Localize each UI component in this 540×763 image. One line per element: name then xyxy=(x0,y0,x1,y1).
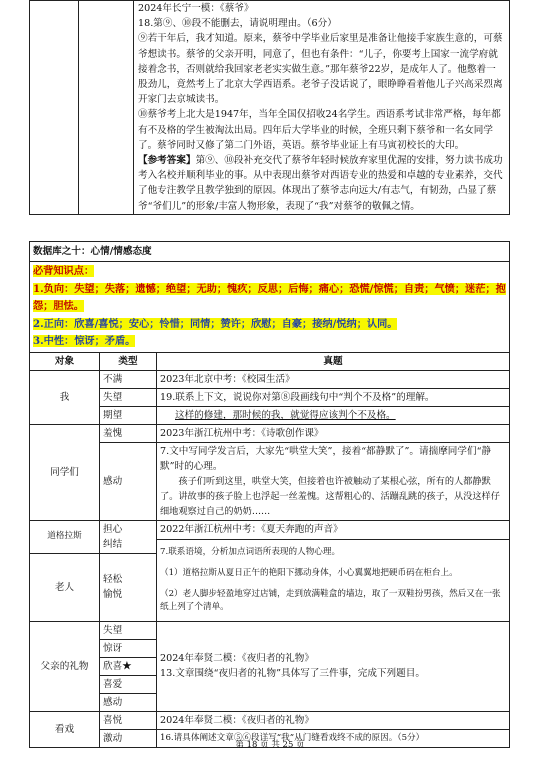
must-know-label: 必背知识点： xyxy=(33,265,95,277)
positive-label: 2.正向： xyxy=(33,317,75,330)
type-cell xyxy=(100,553,157,621)
question-cell xyxy=(157,621,510,711)
type-cell: 喜悦 xyxy=(100,711,157,729)
type-cell: 期望 xyxy=(100,406,157,424)
negative-label: 1.负向： xyxy=(33,282,75,295)
question-text: 18.第⑨、⑩段不能删去，请说明理由。（6分） xyxy=(138,18,337,30)
neutral-label: 3.中性： xyxy=(33,335,75,347)
question-cell: 19.联系上下文，说说你对第⑧段画线句中“判个不及格”的理解。 xyxy=(157,388,510,406)
item-1: （1）道格拉斯从夏日正午的艳阳下挪动身体，小心翼翼地把硬币码在柜台上。 xyxy=(160,567,458,578)
type-cell: 惊讶 xyxy=(100,639,157,657)
question-text: 7.文中写同学发言后，大家先“哄堂大笑”，接着“都静默了”。请揣摩同学们“静默”时的心理。 xyxy=(160,445,492,472)
type-label: 轻松 xyxy=(103,574,123,585)
object-laoren: 老人 xyxy=(30,553,100,621)
type-cell: 欣喜★ xyxy=(100,657,157,675)
source-title: 2022年浙江杭州中考：《夏天奔跑的声音》 xyxy=(160,523,343,535)
type-cell: 失望 xyxy=(100,621,157,639)
type-label: 担心 xyxy=(103,523,123,535)
page-footer: 第 18 页 共 25 页 xyxy=(235,740,305,750)
answer-text: 第⑨、⑩段补充交代了蔡爷年轻时候放弃家里优渥的安排，努力读书成功考入名校并顺利毕业的事。从中表现出蔡爷对西语专业的热爱和卓越的专业素养，交代了他专注教学且教学独到的原因。体现出了蔡爷志向远大/有志气，有韧劲，凸显了蔡爷“爷们儿”的形象/丰富人物形象，表现了“我”对蔡爷的敬佩之情。 xyxy=(138,155,503,212)
quote-text: 孩子们听到这里，哄堂大笑，但接着也许被触动了某根心弦，所有的人都静默了。讲故事的孩子脸上也浮起一丝羞愧。这帮粗心的、活蹦乱跳的孩子，从没这样仔细地观察过自己的奶奶…… xyxy=(160,475,500,517)
underlined-sentence: 这样的修建，那时候的我，就觉得应该判个不及格。 xyxy=(175,409,396,421)
underlined-sentence-cell xyxy=(157,406,510,424)
question-cell xyxy=(157,442,510,520)
empty-cell xyxy=(30,1,79,215)
question-text: 7.联系语境，分析加点词语所表现的人物心理。 xyxy=(157,539,509,559)
type-cell: 激动 xyxy=(100,729,157,747)
header-object: 对象 xyxy=(30,352,100,370)
question-table-top xyxy=(29,0,510,215)
empty-cell xyxy=(79,1,134,215)
question-cell: 16.请具体阐述文章⑤⑥段详写“我”从门缝看戏终不成的原因。（5分） xyxy=(157,729,510,747)
type-cell: 感动 xyxy=(100,442,157,520)
header-type: 类型 xyxy=(100,352,157,370)
source-title: 2024年长宁一模：《蔡爷》 xyxy=(138,3,254,14)
object-wo: 我 xyxy=(30,370,100,424)
type-cell: 不满 xyxy=(100,370,157,388)
database-title: 数据库之十：心情/情感态度 xyxy=(30,242,510,262)
answer-tag: 【参考答案】 xyxy=(138,155,196,167)
header-question: 真题 xyxy=(157,352,510,370)
source-cell: 2023年北京中考：《校园生活》 xyxy=(157,370,510,388)
object-kanxi: 看戏 xyxy=(30,711,100,747)
type-label: 纠结 xyxy=(103,538,123,550)
question-text: 13.文章围绕“夜归者的礼物”具体写了三件事，完成下列题目。 xyxy=(160,668,425,679)
paragraph-10: ⑩蔡爷考上北大是1947年，当年全国仅招收24名学生。西语系考试非常严格，每年都有不及格的学生被淘汰出局。四年后大学毕业的时候，全班只剩下蔡爷和一名女同学了。蔡爷同时又修了第二门外语，英语。蔡爷毕业证上有马寅初校长的大印。 xyxy=(138,109,501,151)
item-2: （2）老人脚步轻盈地穿过店铺，走到放满鞋盒的墙边，取了一双鞋扮男孩，然后又在一张纸上列了个清单。 xyxy=(160,588,501,612)
database-table xyxy=(29,241,510,748)
type-cell: 感动 xyxy=(100,693,157,711)
type-cell xyxy=(100,520,157,553)
question-cell xyxy=(157,520,510,621)
type-cell: 喜爱 xyxy=(100,675,157,693)
source-cell: 2024年奉贤二模：《夜归者的礼物》 xyxy=(157,711,510,729)
type-cell: 羞愧 xyxy=(100,424,157,442)
type-label: 愉悦 xyxy=(103,589,123,600)
positive-words: 欣喜/喜悦；安心；怜惜；同情；赞许；欣慰；自豪；接纳/悦纳；认同。 xyxy=(74,317,398,330)
neutral-words: 惊讶；矛盾。 xyxy=(74,335,136,347)
object-tongxue: 同学们 xyxy=(30,424,100,520)
object-fuqin: 父亲的礼物 xyxy=(30,621,100,711)
source-title: 2024年奉贤二模：《夜归者的礼物》 xyxy=(160,653,314,664)
object-daogelasi: 道格拉斯 xyxy=(30,520,100,553)
answer-block xyxy=(138,153,505,214)
paragraph-9: ⑨若干年后，我才知道。原来，蔡爷中学毕业后家里是准备让他接手家族生意的，可蔡爷想读书。蔡爷的父亲开明，同意了，但也有条件：“儿子，你要考上国家一流学府就接着念书，否则就给我回家老老实实做生意。”那年蔡爷22岁，是成年人了。他憋着一股劲儿，竟然考上了北京大学西语系。老爷子没话说了，眼睁睁看着他儿子兴高采烈离开家门去京城读书。 xyxy=(138,33,503,106)
type-cell: 失望 xyxy=(100,388,157,406)
question-cell xyxy=(134,1,510,215)
knowledge-cell xyxy=(30,262,510,353)
source-cell: 2023年浙江杭州中考：《诗歌创作课》 xyxy=(157,424,510,442)
negative-words: 失望；失落；遗憾；绝望；无助；愧疚；反思；后悔；痛心；恐慌/惊慌；自责；气愤；迷茫；抱怨；胆怯。 xyxy=(33,282,506,312)
